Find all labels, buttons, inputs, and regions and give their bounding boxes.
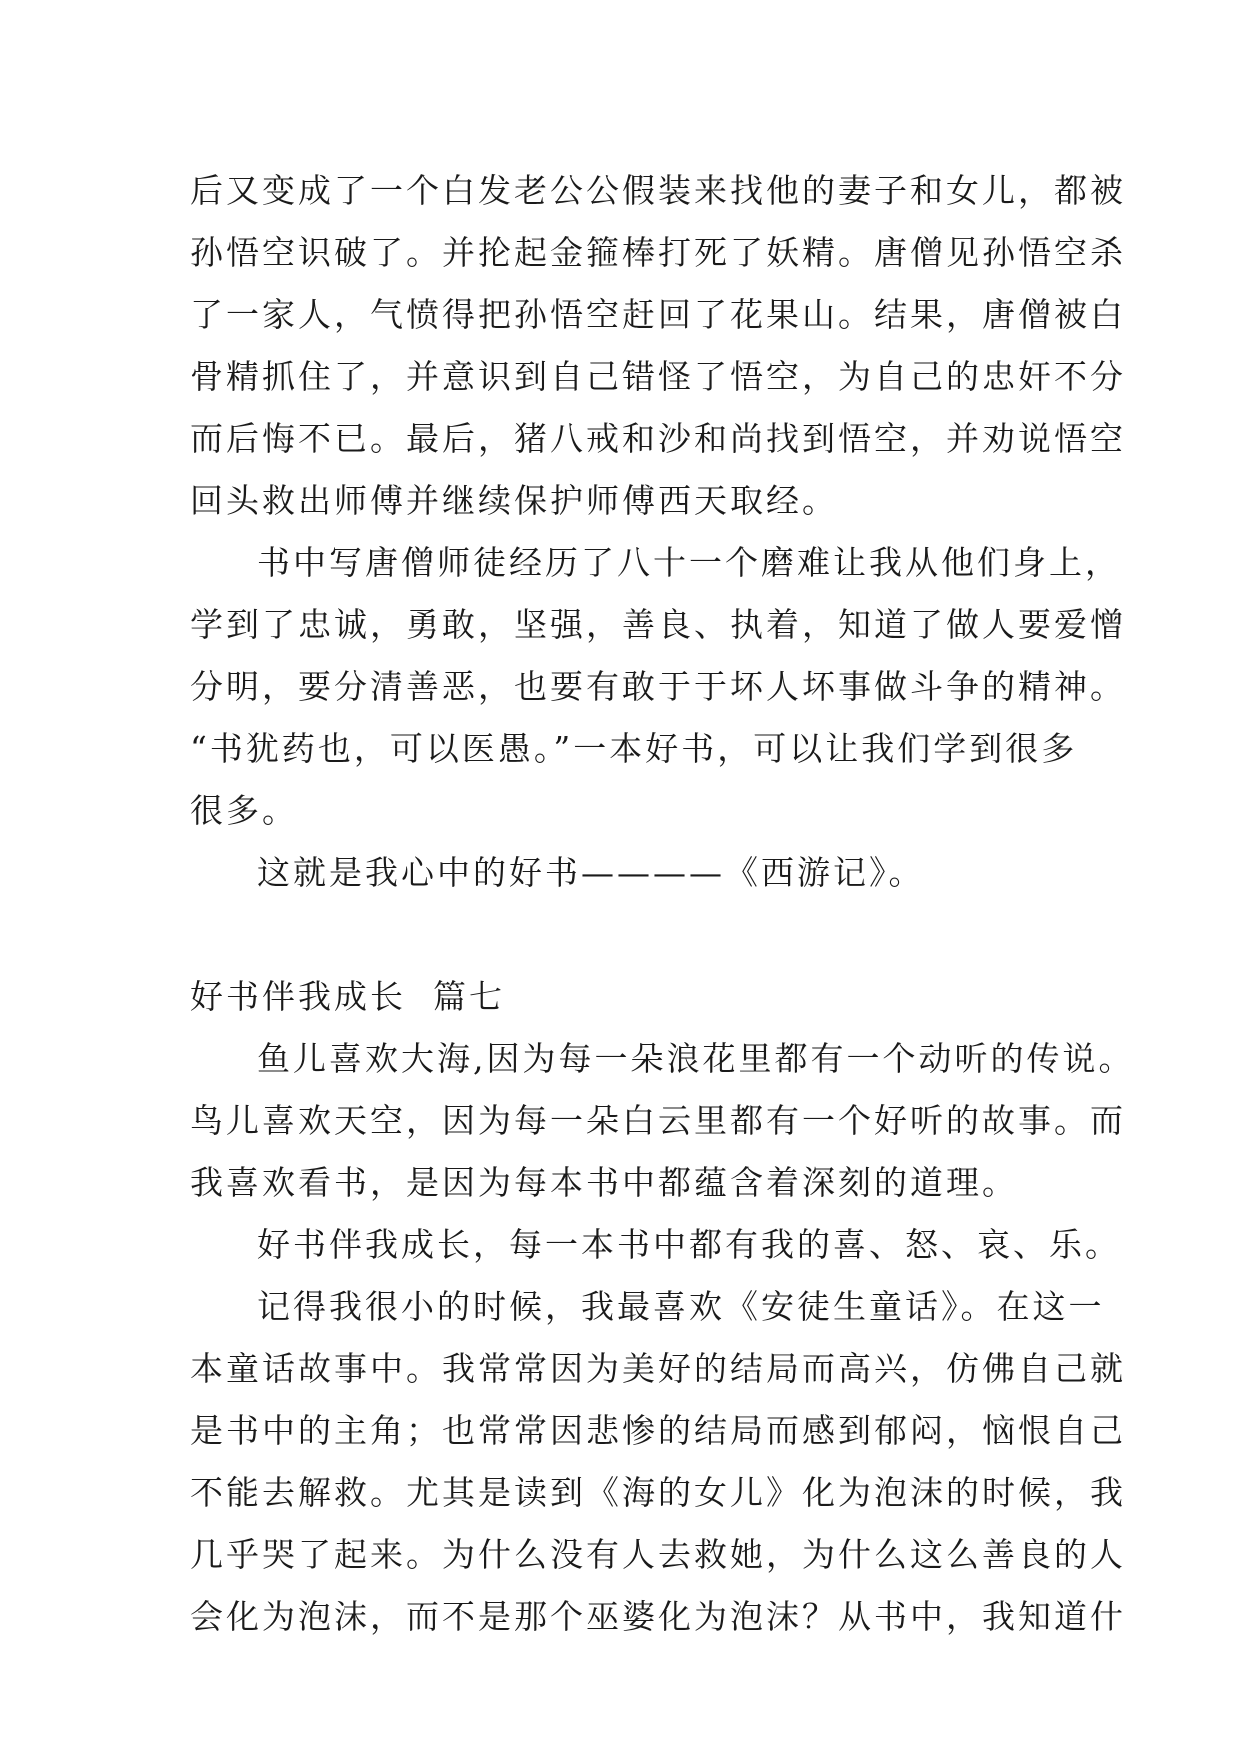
text-line: 记得我很小的时候，我最喜欢《安徒生童话》。在这一 <box>257 1287 1105 1326</box>
section-title: 好书伴我成长 篇七 <box>190 977 505 1016</box>
text-line: 几乎哭了起来。为什么没有人去救她，为什么这么善良的人 <box>190 1535 1126 1574</box>
section-paragraph-1 <box>190 1028 1135 1214</box>
text-line: 回头救出师傅并继续保护师傅西天取经。 <box>190 481 838 520</box>
text-line: 鸟儿喜欢天空，因为每一朵白云里都有一个好听的故事。而 <box>190 1101 1126 1140</box>
text-line: 本童话故事中。我常常因为美好的结局而高兴，仿佛自己就 <box>190 1349 1126 1388</box>
text-line: 很多。 <box>190 791 298 830</box>
text-line: 这就是我心中的好书————《西游记》。 <box>257 853 925 892</box>
paragraph-3 <box>190 842 1070 904</box>
section-paragraph-2 <box>190 1214 1121 1276</box>
text-line: 是书中的主角；也常常因悲惨的结局而感到郁闷，恼恨自己 <box>190 1411 1126 1450</box>
section-paragraph-3 <box>190 1276 1126 1648</box>
text-line: 书中写唐僧师徒经历了八十一个磨难让我从他们身上， <box>257 543 1121 582</box>
text-line: 而后悔不已。最后，猪八戒和沙和尚找到悟空，并劝说悟空 <box>190 419 1126 458</box>
text-line: 我喜欢看书，是因为每本书中都蕴含着深刻的道理。 <box>190 1163 1018 1202</box>
text-line: 鱼儿喜欢大海,因为每一朵浪花里都有一个动听的传说。 <box>257 1039 1135 1078</box>
text-line: 孙悟空识破了。并抡起金箍棒打死了妖精。唐僧见孙悟空杀 <box>190 233 1126 272</box>
text-line: 会化为泡沫，而不是那个巫婆化为泡沫？从书中，我知道什 <box>190 1597 1126 1636</box>
text-line: 分明，要分清善恶，也要有敢于于坏人坏事做斗争的精神。 <box>190 667 1126 706</box>
text-line: 学到了忠诚，勇敢，坚强，善良、执着，知道了做人要爱憎 <box>190 605 1126 644</box>
paragraph-2 <box>190 532 1126 842</box>
text-line: 不能去解救。尤其是读到《海的女儿》化为泡沫的时候，我 <box>190 1473 1126 1512</box>
document-page <box>190 160 1135 1648</box>
section-gap <box>190 904 1070 966</box>
paragraph-1 <box>190 160 1126 532</box>
text-line: 骨精抓住了，并意识到自己错怪了悟空，为自己的忠奸不分 <box>190 357 1126 396</box>
text-line: “书犹药也，可以医愚。”一本好书，可以让我们学到很多 <box>190 729 1078 768</box>
text-line: 后又变成了一个白发老公公假装来找他的妻子和女儿，都被 <box>190 171 1126 210</box>
text-line: 了一家人，气愤得把孙悟空赶回了花果山。结果，唐僧被白 <box>190 295 1126 334</box>
text-line: 好书伴我成长，每一本书中都有我的喜、怒、哀、乐。 <box>257 1225 1121 1264</box>
